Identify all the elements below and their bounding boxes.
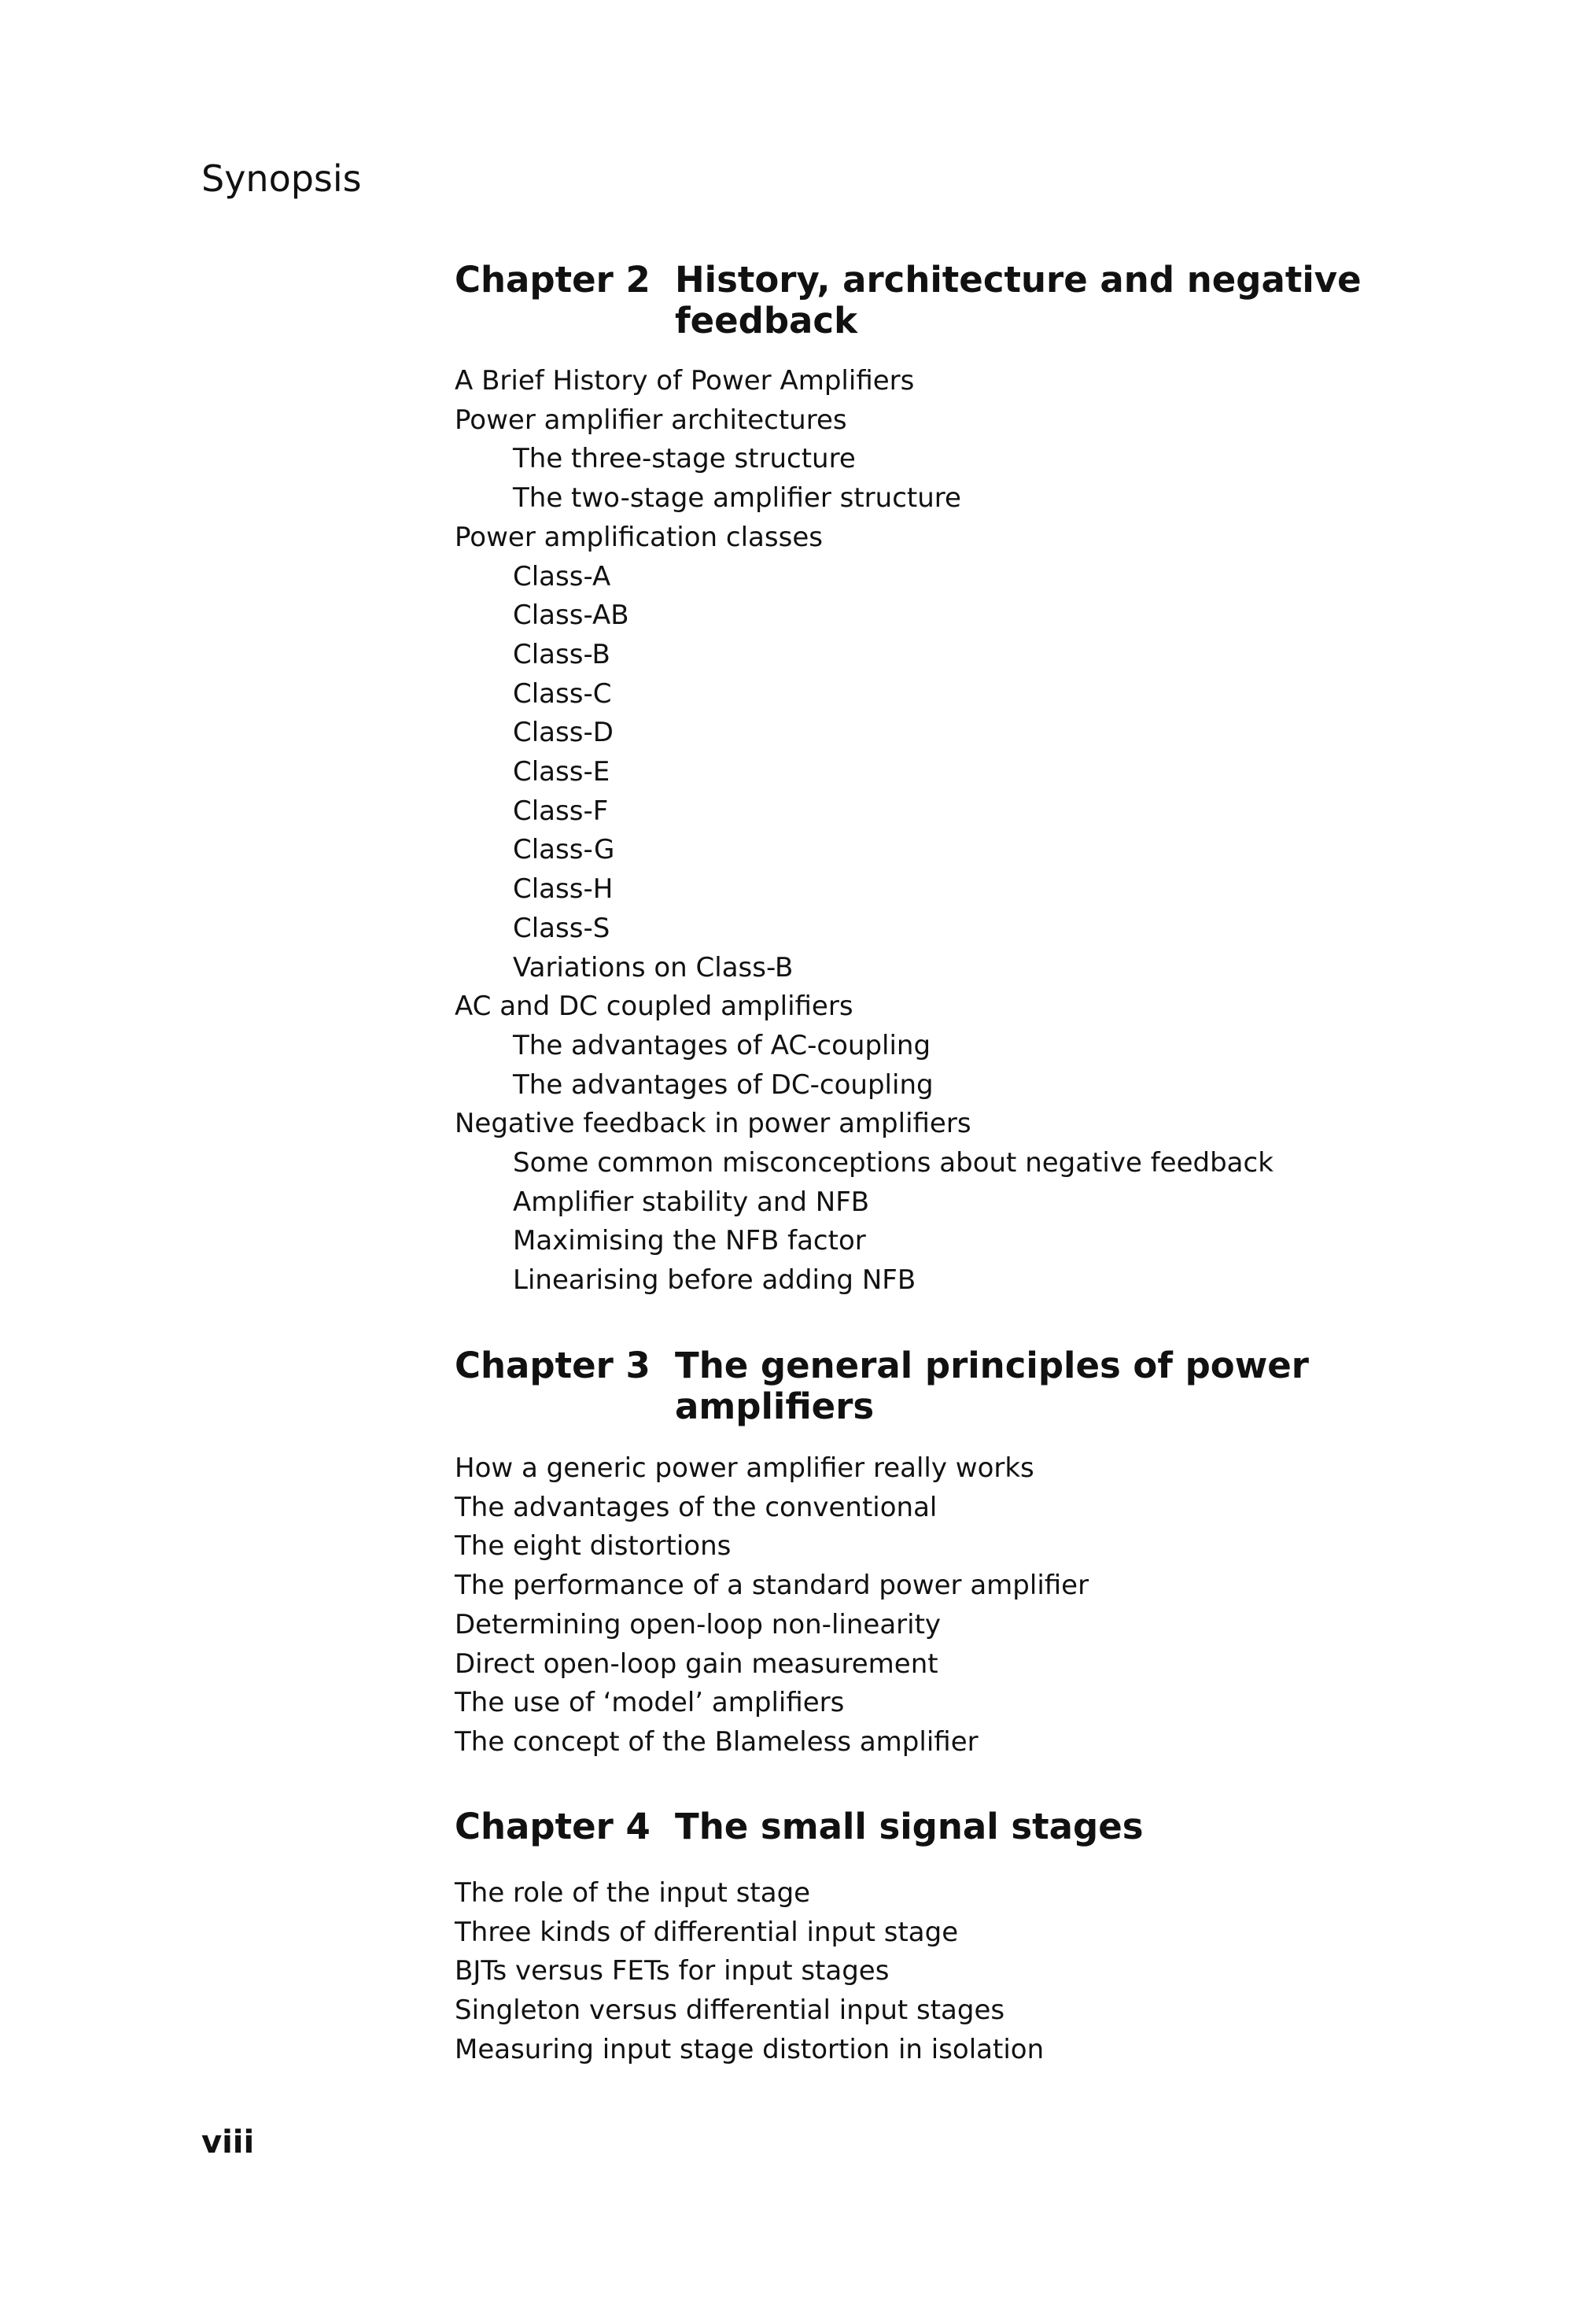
- toc-entry: Amplifier stability and NFB: [513, 1186, 870, 1218]
- toc-entry: Some common misconceptions about negative feedback: [513, 1147, 1273, 1179]
- toc-entry: Class-S: [513, 912, 610, 944]
- page-number: viii: [201, 2124, 255, 2160]
- toc-entry: Determining open-loop non-linearity: [455, 1608, 942, 1640]
- running-head: Synopsis: [201, 157, 362, 200]
- toc-entry: Class-G: [513, 834, 615, 866]
- chapter-4-section: [455, 1806, 1399, 2070]
- toc-entry: Measuring input stage distortion in isolation: [455, 2033, 1045, 2065]
- toc-entry: The advantages of the conventional: [455, 1491, 938, 1523]
- toc-entry: BJTs versus FETs for input stages: [455, 1955, 890, 1987]
- toc-entry: The three-stage structure: [513, 443, 856, 475]
- chapter-entries: [455, 1449, 1399, 1762]
- toc-entry: Direct open-loop gain measurement: [455, 1648, 938, 1680]
- toc-entry: Class-AB: [513, 600, 629, 632]
- toc-entry: Class-C: [513, 677, 612, 710]
- toc-entry: A Brief History of Power Amplifiers: [455, 365, 915, 397]
- chapter-label: Chapter 4: [455, 1806, 651, 1847]
- toc-entry: Three kinds of differential input stage: [455, 1916, 959, 1948]
- toc-entry: Class-E: [513, 756, 610, 788]
- toc-entry: Singleton versus differential input stages: [455, 1994, 1005, 2027]
- toc-entry: Linearising before adding NFB: [513, 1264, 916, 1297]
- chapter-title: History, architecture and negative feedback: [675, 259, 1362, 341]
- toc-entry: Class-H: [513, 873, 614, 906]
- chapter-entries: [455, 1874, 1399, 2070]
- chapter-heading: [455, 260, 1399, 341]
- toc-entry: The advantages of DC-coupling: [513, 1068, 934, 1101]
- toc-entry: Class-A: [513, 560, 611, 592]
- chapter-2-section: [455, 260, 1399, 1301]
- toc-entry: Maximising the NFB factor: [513, 1225, 866, 1257]
- toc-entry: AC and DC coupled amplifiers: [455, 991, 853, 1023]
- toc-entry: The performance of a standard power amplifier: [455, 1570, 1089, 1602]
- toc-entry: The advantages of AC-coupling: [513, 1029, 931, 1061]
- chapter-heading: [455, 1345, 1399, 1427]
- toc-entry: Class-D: [513, 717, 614, 749]
- chapter-label: Chapter 2: [455, 259, 651, 301]
- toc-entry: The two-stage amplifier structure: [513, 482, 961, 515]
- toc-entry: Class-B: [513, 638, 610, 670]
- toc-entry: The eight distortions: [455, 1530, 732, 1563]
- chapter-title: The general principles of power amplifiers: [675, 1345, 1310, 1427]
- toc-entry: Power amplifier architectures: [455, 404, 847, 436]
- chapter-entries: [455, 362, 1399, 1301]
- toc-entry: The concept of the Blameless amplifier: [455, 1725, 979, 1758]
- toc-entry: Class-F: [513, 795, 609, 827]
- chapter-3-section: [455, 1345, 1399, 1762]
- toc-entry: The use of ‘model’ amplifiers: [455, 1687, 845, 1719]
- toc-entry: Negative feedback in power amplifiers: [455, 1108, 971, 1140]
- toc-entry: Variations on Class-B: [513, 951, 794, 983]
- toc-entry: The role of the input stage: [455, 1877, 811, 1909]
- chapter-label: Chapter 3: [455, 1345, 651, 1386]
- chapter-heading: [455, 1806, 1399, 1847]
- chapter-title: The small signal stages: [675, 1806, 1144, 1847]
- toc-entry: Power amplification classes: [455, 521, 823, 553]
- toc-entry: How a generic power amplifier really works: [455, 1452, 1034, 1484]
